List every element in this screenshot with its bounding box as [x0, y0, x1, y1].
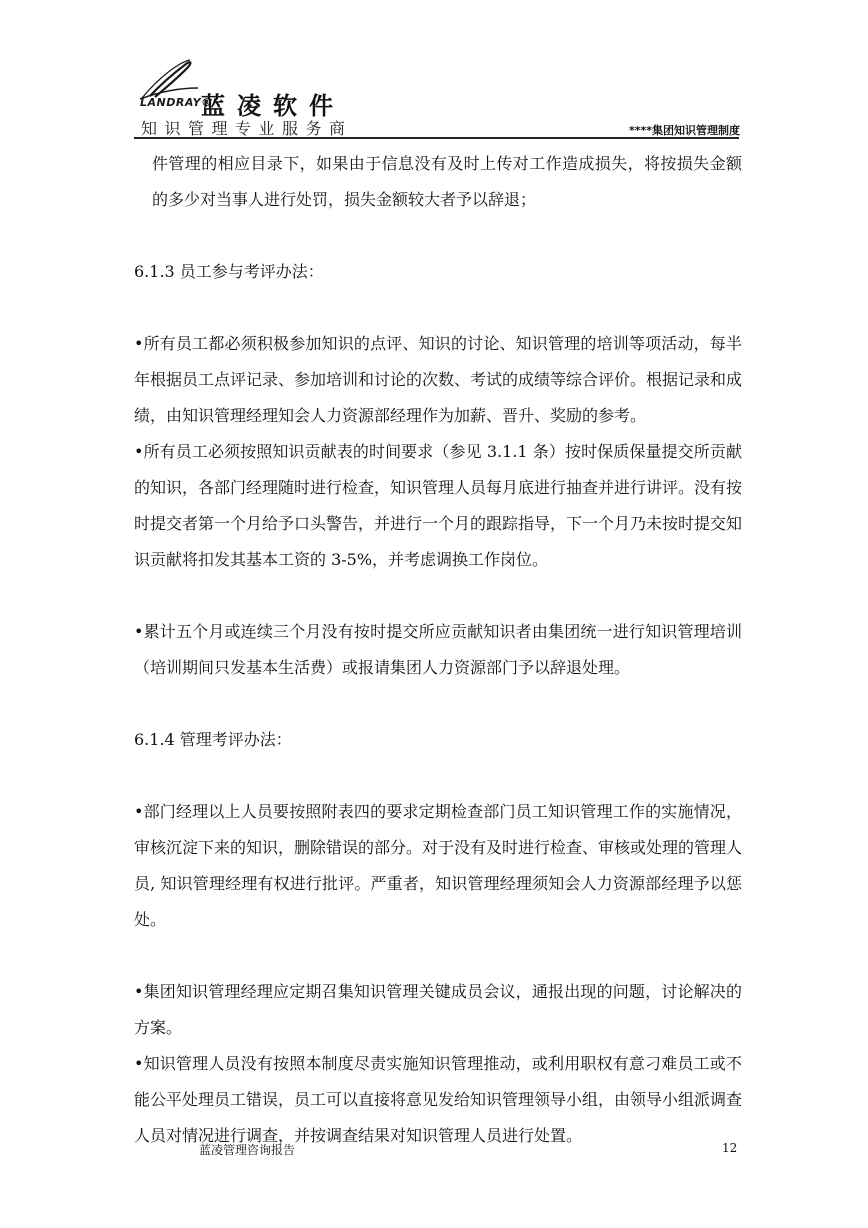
spacer: [134, 218, 742, 254]
continued-paragraph: 件管理的相应目录下，如果由于信息没有及时上传对工作造成损失，将按损失金额的多少对当事人进行处罚，损失金额较大者予以辞退；: [152, 154, 742, 209]
logo-chinese-text: 蓝凌软件: [201, 92, 345, 120]
page-header: [0, 0, 868, 142]
logo-tagline: 知识管理专业服务商: [141, 119, 353, 138]
paragraph-key-members-meeting: •集团知识管理经理应定期召集知识管理关键成员会议，通报出现的问题，讨论解决的方案。: [134, 982, 742, 1037]
spacer: [134, 938, 742, 974]
logo-english-text: LANDRAY®: [140, 96, 213, 109]
footer-report-name: 蓝凌管理咨询报告: [199, 1143, 296, 1157]
paragraph-manager-inspection: •部门经理以上人员要按照附表四的要求定期检查部门员工知识管理工作的实施情况，审核沉淀下来的知识，删除错误的部分。对于没有及时进行检查、审核或处理的管理人员, 知识管理经理有权进行批评。严重者，知识管理经理须知会人力资源部经理予以惩处。: [134, 802, 743, 929]
section-heading-6-1-3: 6.1.3 员工参与考评办法：: [134, 262, 324, 281]
section-heading-6-1-4: 6.1.4 管理考评办法：: [134, 730, 292, 749]
paragraph-km-staff-accountability: •知识管理人员没有按照本制度尽责实施知识管理推动，或利用职权有意刁难员工或不能公平处理员工错误，员工可以直接将意见发给知识管理领导小组，由领导小组派调查人员对情况进行调查，并按调查结果对知识管理人员进行处置。: [134, 1054, 743, 1145]
paragraph-accumulated-penalty: •累计五个月或连续三个月没有按时提交所应贡献知识者由集团统一进行知识管理培训（培训期间只发基本生活费）或报请集团人力资源部门予以辞退处理。: [134, 622, 742, 677]
page-number: 12: [722, 1141, 738, 1155]
paragraph-contribution-deadline: •所有员工必须按照知识贡献表的时间要求（参见 3.1.1 条）按时保质保量提交所贡献的知识，各部门经理随时进行检查，知识管理人员每月底进行抽查并进行讲评。没有按时提交者第一个月给予口头警告，并进行一个月的跟踪指导，下一个月乃未按时提交知识贡献将扣发其基本工资的 3-5%，并考虑调换工作岗位。: [134, 442, 743, 569]
page-body: [134, 146, 742, 1154]
spacer: [134, 578, 742, 614]
header-divider: [134, 137, 739, 139]
spacer: [134, 290, 742, 326]
document-title: ****集团知识管理制度: [628, 124, 740, 137]
spacer: [134, 686, 742, 722]
spacer: [134, 758, 742, 794]
paragraph-employee-participation: •所有员工都必须积极参加知识的点评、知识的讨论、知识管理的培训等项活动，每半年根据员工点评记录、参加培训和讨论的次数、考试的成绩等综合评价。根据记录和成绩，由知识管理经理知会人力资源部经理作为加薪、晋升、奖励的参考。: [134, 334, 743, 425]
